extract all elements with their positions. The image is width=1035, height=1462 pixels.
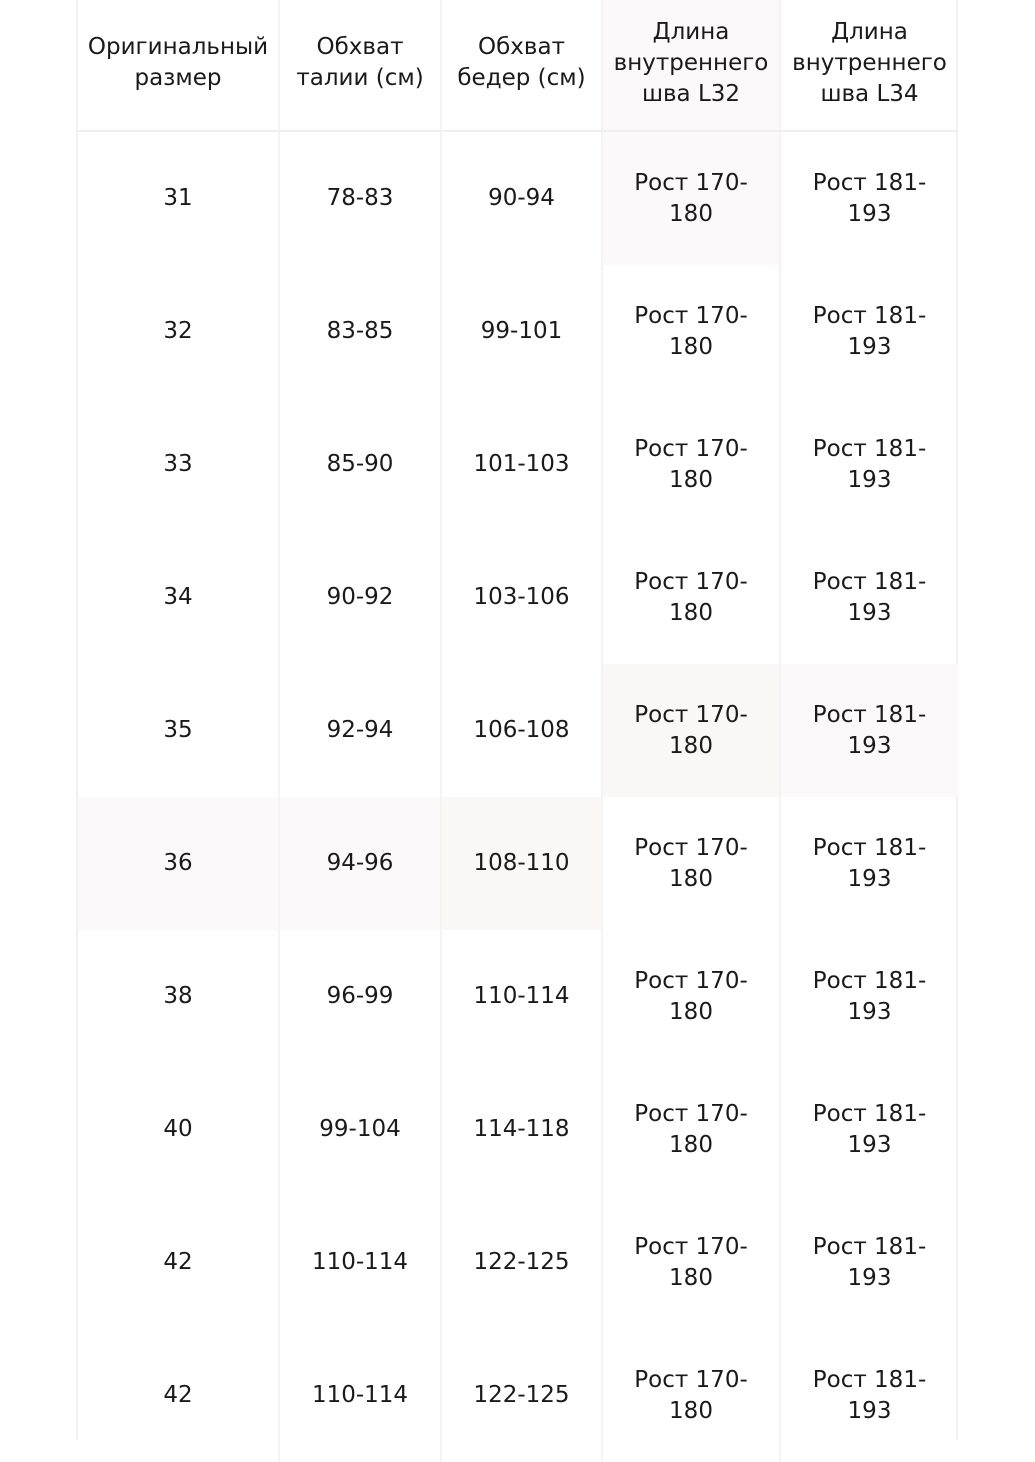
cell-text: 122-125 xyxy=(473,1249,570,1275)
table-cell-size xyxy=(78,797,280,930)
cell-text: 78-83 xyxy=(326,185,394,211)
cell-text: Рост 181-193 xyxy=(812,1233,927,1291)
cell-text: 92-94 xyxy=(326,717,394,743)
cell-text: 101-103 xyxy=(473,451,570,477)
cell-text: 83-85 xyxy=(326,318,394,344)
table-cell-size xyxy=(78,930,280,1063)
cell-text: 31 xyxy=(163,185,193,211)
cell-text: Рост 181-193 xyxy=(812,568,927,626)
table-cell-size xyxy=(78,531,280,664)
header-original-size xyxy=(78,0,280,132)
table-cell-hips xyxy=(442,1196,603,1329)
cell-text: 99-101 xyxy=(480,318,563,344)
header-inseam-l34-text: Длина внутреннего шва L34 xyxy=(792,18,947,107)
cell-text: 108-110 xyxy=(473,850,570,876)
header-hips-text: Обхват бедер (см) xyxy=(457,34,586,91)
cell-text: 35 xyxy=(163,717,193,743)
cell-text: Рост 170-180 xyxy=(634,1233,748,1291)
header-inseam-l32-text: Длина внутреннего шва L32 xyxy=(613,18,769,107)
table-cell-inseam-l34 xyxy=(781,1329,958,1462)
cell-text: Рост 170-180 xyxy=(634,834,748,892)
cell-text: 40 xyxy=(163,1116,193,1142)
cell-text: 33 xyxy=(163,451,193,477)
cell-text: Рост 181-193 xyxy=(812,967,927,1025)
table-cell-inseam-l34 xyxy=(781,265,958,398)
cell-text: 114-118 xyxy=(473,1116,570,1142)
table-cell-inseam-l32 xyxy=(603,664,781,797)
table-cell-waist xyxy=(280,797,442,930)
cell-text: 96-99 xyxy=(326,983,394,1009)
header-original-size-text: Оригинальный размер xyxy=(87,34,269,91)
table-cell-inseam-l32 xyxy=(603,265,781,398)
table-cell-inseam-l32 xyxy=(603,930,781,1063)
table-cell-size xyxy=(78,265,280,398)
header-inseam-l32 xyxy=(603,0,781,132)
table-cell-waist xyxy=(280,1196,442,1329)
table-cell-waist xyxy=(280,398,442,531)
cell-text: 85-90 xyxy=(326,451,394,477)
cell-text: Рост 170-180 xyxy=(634,701,748,759)
table-cell-size xyxy=(78,664,280,797)
cell-text: Рост 181-193 xyxy=(812,1366,927,1424)
table-cell-inseam-l32 xyxy=(603,531,781,664)
header-waist xyxy=(280,0,442,132)
cell-text: Рост 170-180 xyxy=(634,169,748,227)
cell-text: Рост 170-180 xyxy=(634,302,748,360)
table-cell-inseam-l32 xyxy=(603,1063,781,1196)
table-cell-waist xyxy=(280,1329,442,1462)
table-cell-waist xyxy=(280,1063,442,1196)
cell-text: 42 xyxy=(163,1382,193,1408)
table-cell-inseam-l34 xyxy=(781,797,958,930)
table-cell-hips xyxy=(442,531,603,664)
table-cell-hips xyxy=(442,930,603,1063)
cell-text: Рост 181-193 xyxy=(812,1100,927,1158)
table-cell-inseam-l34 xyxy=(781,531,958,664)
header-inseam-l34 xyxy=(781,0,958,132)
header-waist-text: Обхват талии (см) xyxy=(296,34,424,91)
table-cell-inseam-l34 xyxy=(781,1063,958,1196)
table-cell-hips xyxy=(442,398,603,531)
table-cell-size xyxy=(78,132,280,265)
cell-text: 36 xyxy=(163,850,193,876)
cell-text: Рост 170-180 xyxy=(634,435,748,493)
size-chart-table xyxy=(76,0,958,1440)
table-cell-hips xyxy=(442,1063,603,1196)
table-cell-hips xyxy=(442,265,603,398)
cell-text: 32 xyxy=(163,318,193,344)
table-cell-hips xyxy=(442,1329,603,1462)
table-cell-inseam-l34 xyxy=(781,132,958,265)
table-cell-inseam-l32 xyxy=(603,1196,781,1329)
cell-text: 38 xyxy=(163,983,193,1009)
cell-text: Рост 181-193 xyxy=(812,834,927,892)
table-cell-size xyxy=(78,1196,280,1329)
cell-text: Рост 181-193 xyxy=(812,701,927,759)
header-hips xyxy=(442,0,603,132)
table-cell-inseam-l34 xyxy=(781,664,958,797)
cell-text: Рост 170-180 xyxy=(634,967,748,1025)
table-cell-inseam-l34 xyxy=(781,1196,958,1329)
table-cell-waist xyxy=(280,664,442,797)
cell-text: 90-94 xyxy=(488,185,555,211)
cell-text: Рост 170-180 xyxy=(634,568,748,626)
table-cell-inseam-l34 xyxy=(781,930,958,1063)
cell-text: Рост 170-180 xyxy=(634,1366,748,1424)
cell-text: Рост 181-193 xyxy=(812,435,927,493)
table-cell-inseam-l34 xyxy=(781,398,958,531)
table-cell-waist xyxy=(280,265,442,398)
table-cell-inseam-l32 xyxy=(603,1329,781,1462)
table-cell-waist xyxy=(280,132,442,265)
cell-text: 90-92 xyxy=(326,584,394,610)
cell-text: 110-114 xyxy=(473,983,570,1009)
table-cell-hips xyxy=(442,797,603,930)
table-cell-size xyxy=(78,1329,280,1462)
table-cell-hips xyxy=(442,132,603,265)
cell-text: 110-114 xyxy=(311,1249,409,1275)
cell-text: 34 xyxy=(163,584,193,610)
cell-text: 103-106 xyxy=(473,584,570,610)
table-cell-waist xyxy=(280,531,442,664)
table-cell-size xyxy=(78,398,280,531)
cell-text: Рост 181-193 xyxy=(812,169,927,227)
cell-text: 94-96 xyxy=(326,850,394,876)
cell-text: Рост 181-193 xyxy=(812,302,927,360)
table-cell-size xyxy=(78,1063,280,1196)
cell-text: Рост 170-180 xyxy=(634,1100,748,1158)
cell-text: 110-114 xyxy=(311,1382,409,1408)
table-cell-waist xyxy=(280,930,442,1063)
table-cell-inseam-l32 xyxy=(603,398,781,531)
table-cell-inseam-l32 xyxy=(603,797,781,930)
cell-text: 122-125 xyxy=(473,1382,570,1408)
cell-text: 42 xyxy=(163,1249,193,1275)
cell-text: 106-108 xyxy=(473,717,570,743)
cell-text: 99-104 xyxy=(319,1116,401,1142)
table-cell-hips xyxy=(442,664,603,797)
table-cell-inseam-l32 xyxy=(603,132,781,265)
